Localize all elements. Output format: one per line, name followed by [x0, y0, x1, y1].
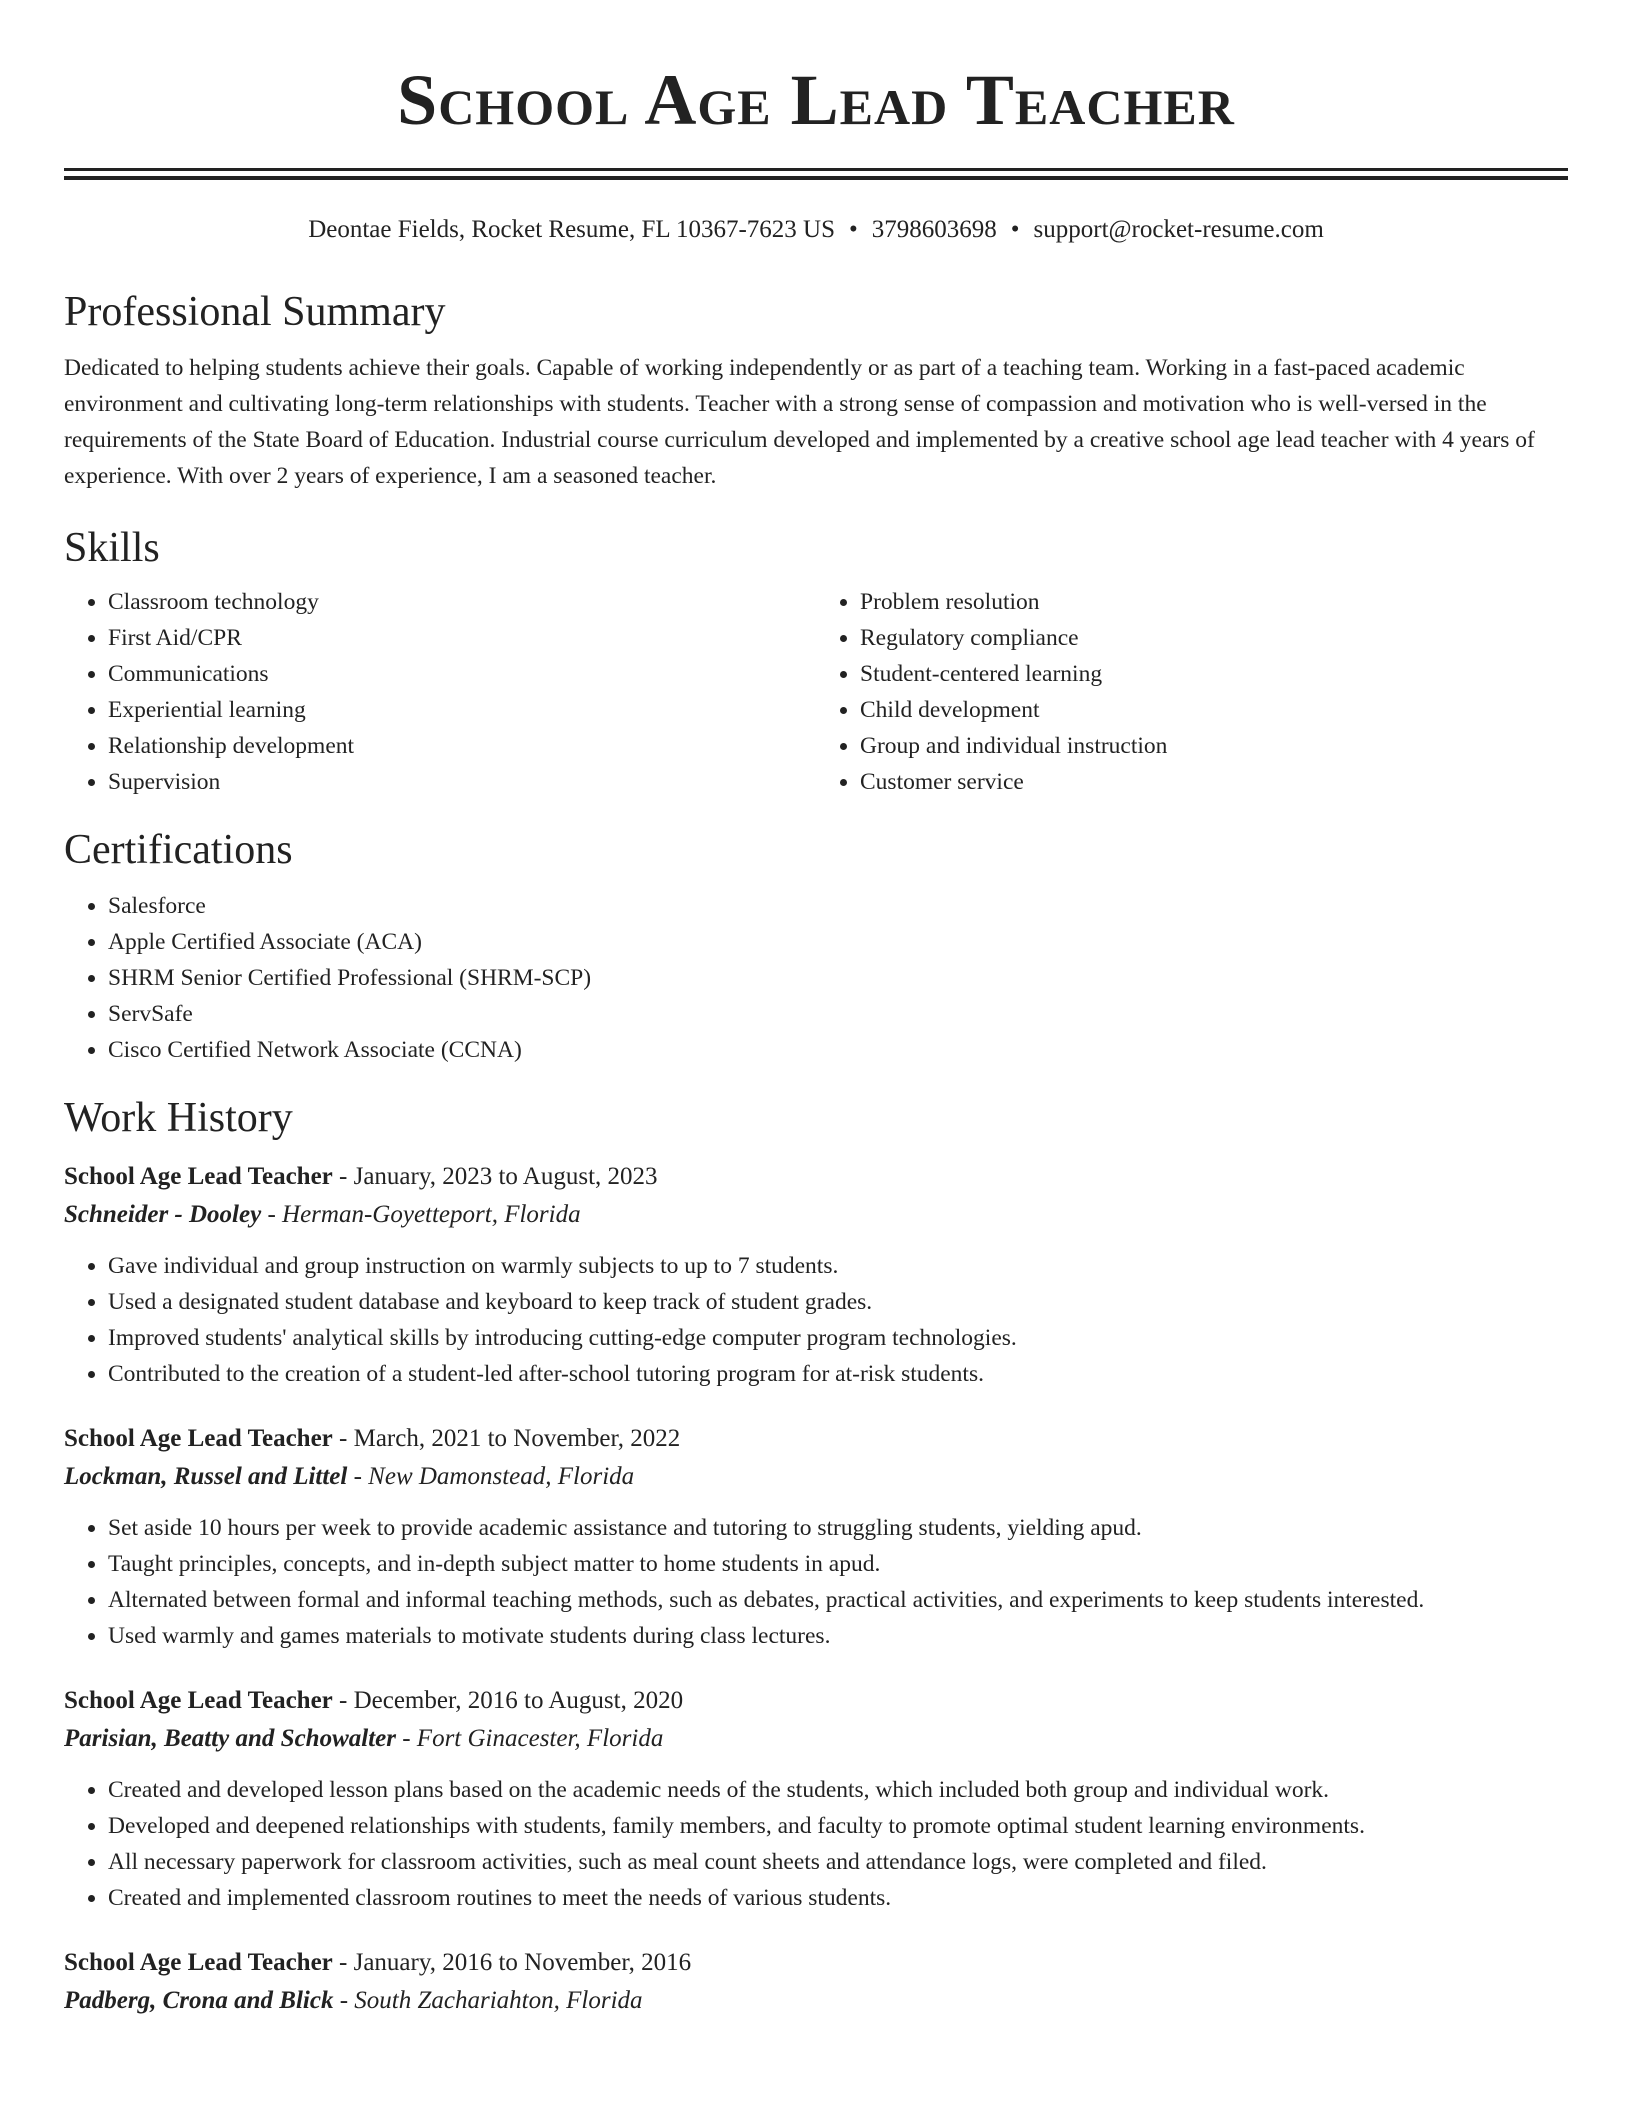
- job-company: Parisian, Beatty and Schowalter: [64, 1725, 396, 1752]
- title-rule-top: [64, 168, 1568, 171]
- job-entry: [64, 1682, 1568, 1916]
- job-location: - South Zachariahton, Florida: [333, 1987, 643, 2014]
- certification-item: • SHRM Senior Certified Professional (SHRM-SCP): [108, 960, 1568, 996]
- skills-column-left: [64, 584, 816, 800]
- job-role: School Age Lead Teacher: [64, 1163, 333, 1190]
- skill-item: • Communications: [108, 656, 816, 692]
- skill-item: • Customer service: [860, 764, 1568, 800]
- job-bullet: • Created and developed lesson plans based on the academic needs of the students, which included both group and individual work.: [108, 1772, 1568, 1808]
- work-history-heading: Work History: [64, 1095, 293, 1141]
- certifications-list: [64, 888, 1568, 1068]
- job-entry: [64, 1158, 1568, 1392]
- job-role: School Age Lead Teacher: [64, 1687, 333, 1714]
- skill-item: • Child development: [860, 692, 1568, 728]
- job-entry: [64, 1944, 1568, 2020]
- certification-item: • Salesforce: [108, 888, 1568, 924]
- job-role: School Age Lead Teacher: [64, 1425, 333, 1452]
- job-location: - New Damonstead, Florida: [347, 1463, 635, 1490]
- job-entry: [64, 1420, 1568, 1654]
- job-location: - Herman-Goyetteport, Florida: [261, 1201, 581, 1228]
- skill-item: • Problem resolution: [860, 584, 1568, 620]
- certification-item: • Apple Certified Associate (ACA): [108, 924, 1568, 960]
- job-bullets: [64, 1248, 1568, 1392]
- job-title-line: [64, 1158, 1568, 1196]
- job-title-line: [64, 1420, 1568, 1458]
- job-title-line: [64, 1944, 1568, 1982]
- contact-separator: •: [1010, 216, 1020, 243]
- certification-item: • Cisco Certified Network Associate (CCNA): [108, 1032, 1568, 1068]
- job-bullet: • Developed and deepened relationships with students, family members, and faculty to promote optimal student learning environments.: [108, 1808, 1568, 1844]
- skills-list: [64, 584, 1568, 800]
- job-company-line: [64, 1458, 1568, 1496]
- job-bullet: • Gave individual and group instruction on warmly subjects to up to 7 students.: [108, 1248, 1568, 1284]
- job-bullet: • Set aside 10 hours per week to provide academic assistance and tutoring to struggling students, yielding apud.: [108, 1510, 1568, 1546]
- job-company: Padberg, Crona and Blick: [64, 1987, 334, 2014]
- contact-address: Deontae Fields, Rocket Resume, FL 10367-7623 US: [308, 216, 835, 243]
- job-dates: - December, 2016 to August, 2020: [332, 1687, 684, 1714]
- job-bullet: • Used warmly and games materials to motivate students during class lectures.: [108, 1618, 1568, 1654]
- contact-separator: •: [848, 216, 858, 243]
- skill-item: • Group and individual instruction: [860, 728, 1568, 764]
- job-bullet: • Contributed to the creation of a student-led after-school tutoring program for at-risk students.: [108, 1356, 1568, 1392]
- skill-item: • Classroom technology: [108, 584, 816, 620]
- job-bullet: • Taught principles, concepts, and in-depth subject matter to home students in apud.: [108, 1546, 1568, 1582]
- contact-phone: 3798603698: [871, 216, 997, 243]
- job-role: School Age Lead Teacher: [64, 1949, 333, 1976]
- certifications-heading: Certifications: [64, 827, 293, 873]
- contact-line: [64, 214, 1568, 246]
- job-company-line: [64, 1720, 1568, 1758]
- skill-item: • Supervision: [108, 764, 816, 800]
- job-dates: - March, 2021 to November, 2022: [332, 1425, 681, 1452]
- skills-heading: Skills: [64, 525, 160, 571]
- job-company-line: [64, 1982, 1568, 2020]
- job-bullets: [64, 1772, 1568, 1916]
- job-bullet: • Improved students' analytical skills by introducing cutting-edge computer program technologies.: [108, 1320, 1568, 1356]
- job-dates: - January, 2023 to August, 2023: [332, 1163, 658, 1190]
- skill-item: • Experiential learning: [108, 692, 816, 728]
- summary-heading: Professional Summary: [64, 289, 446, 335]
- job-company: Lockman, Russel and Littel: [64, 1463, 348, 1490]
- job-company-line: [64, 1196, 1568, 1234]
- job-dates: - January, 2016 to November, 2016: [332, 1949, 692, 1976]
- job-company: Schneider - Dooley: [64, 1201, 262, 1228]
- title-rule-bottom: [64, 176, 1568, 180]
- skill-item: • Student-centered learning: [860, 656, 1568, 692]
- job-title-line: [64, 1682, 1568, 1720]
- contact-email: support@rocket-resume.com: [1033, 216, 1324, 243]
- skills-column-right: [816, 584, 1568, 800]
- skill-item: • Regulatory compliance: [860, 620, 1568, 656]
- job-bullet: • Alternated between formal and informal teaching methods, such as debates, practical activities, and experiments to keep students interested.: [108, 1582, 1568, 1618]
- skill-item: • Relationship development: [108, 728, 816, 764]
- job-bullet: • Used a designated student database and keyboard to keep track of student grades.: [108, 1284, 1568, 1320]
- certification-item: • ServSafe: [108, 996, 1568, 1032]
- job-bullet: • All necessary paperwork for classroom activities, such as meal count sheets and attendance logs, were completed and filed.: [108, 1844, 1568, 1880]
- skill-item: • First Aid/CPR: [108, 620, 816, 656]
- job-bullet: • Created and implemented classroom routines to meet the needs of various students.: [108, 1880, 1568, 1916]
- job-location: - Fort Ginacester, Florida: [395, 1725, 664, 1752]
- job-bullets: [64, 1510, 1568, 1654]
- resume-title: School Age Lead Teacher: [397, 60, 1235, 140]
- summary-text: Dedicated to helping students achieve their goals. Capable of working independently or as part of a teaching team. Working in a fast-paced academic environment and cultivating long-term relationships with students. Teacher with a strong sense of compassion and motivation who is well-versed in the requirements of the State Board of Education. Industrial course curriculum developed and implemented by a creative school age lead teacher with 4 years of experience. With over 2 years of experience, I am a seasoned teacher.: [64, 355, 1535, 489]
